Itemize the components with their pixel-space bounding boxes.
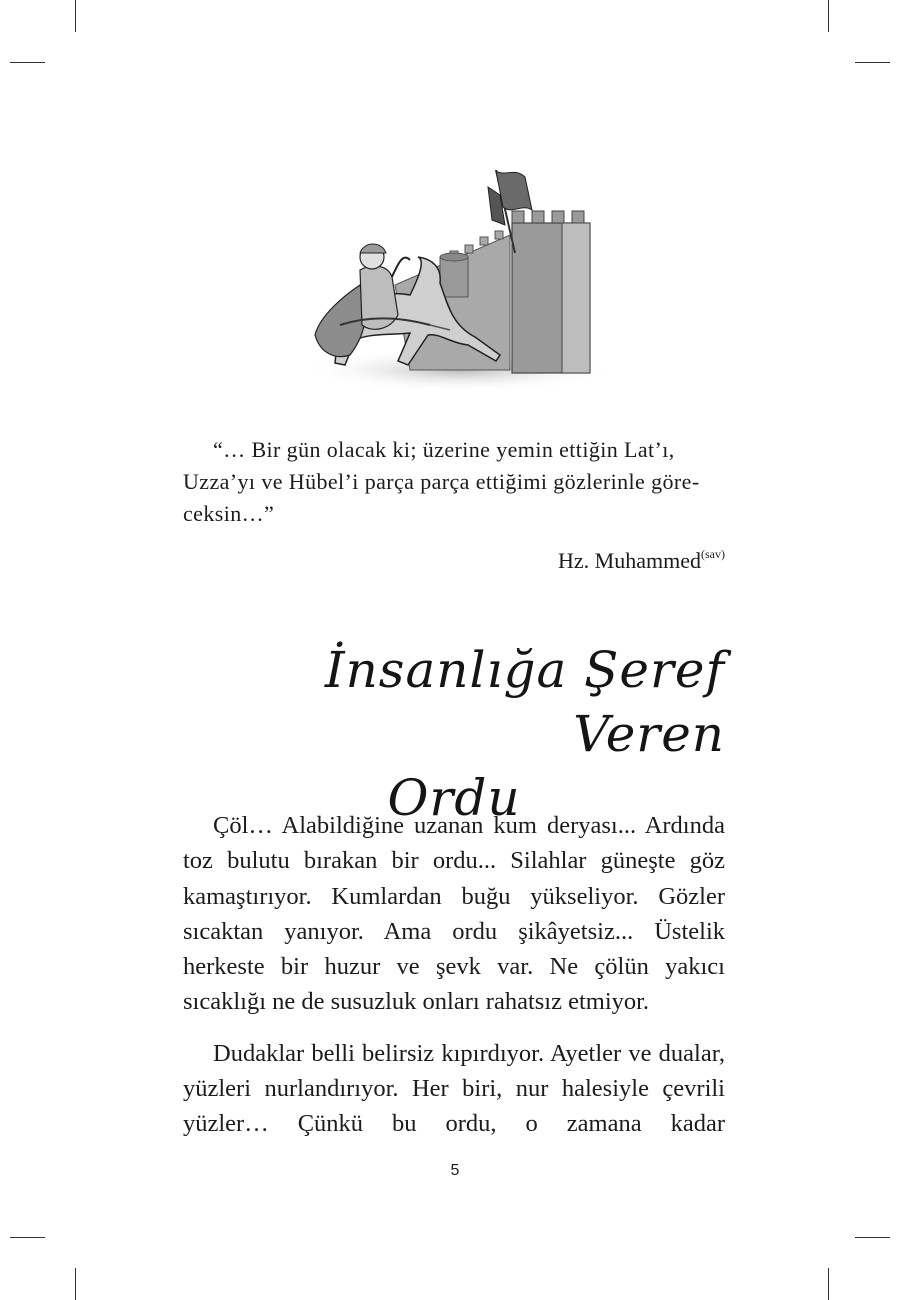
attribution-honorific: (sav)	[701, 547, 725, 561]
horseman-fortress-illustration	[300, 165, 615, 390]
chapter-title-line: İnsanlığa Şeref Veren	[324, 641, 725, 763]
chapter-title	[183, 638, 725, 830]
paragraph: Dudaklar belli belirsiz kıpırdıyor. Ayetler ve dualar, yüzleri nurlandırıyor. Her biri, nur halesiyle çevrili yüzler… Çünkü bu ordu, o zamana kadar	[183, 1039, 725, 1138]
page-number: 5	[450, 1162, 460, 1179]
epigraph-line: Uzza’yı ve Hübel’i parça parça ettiğimi gözlerinle göre-	[183, 469, 700, 494]
paragraph: Çöl… Alabildiğine uzanan kum deryası... Ardında toz bulutu bırakan bir ordu... Silahlar güneşte göz kamaştırıyor. Kumlardan buğu yükseliyor. Gözler sıcaktan yanıyor. Ama ordu şikâyetsiz... Üstelik herkeste bir huzur ve şevk var. Ne çölün yakıcı sıcaklığı ne de susuzluk onları rahatsız etmiyor.	[183, 812, 725, 1016]
epigraph-line: ceksin…”	[183, 501, 275, 526]
crop-mark	[828, 0, 829, 32]
chapter-title-line: Ordu	[387, 769, 521, 827]
epigraph-quote	[183, 434, 725, 530]
crop-mark	[855, 1237, 890, 1238]
body-text	[183, 808, 725, 1158]
crop-mark	[75, 1268, 76, 1300]
attribution-name: Hz. Muhammed	[558, 548, 701, 573]
crop-mark	[828, 1268, 829, 1300]
crop-mark	[855, 62, 890, 63]
crop-mark	[75, 0, 76, 32]
crop-mark	[10, 62, 45, 63]
crop-mark	[10, 1237, 45, 1238]
epigraph-line: “… Bir gün olacak ki; üzerine yemin ettiğin Lat’ı,	[213, 437, 675, 462]
epigraph-attribution	[183, 538, 725, 577]
